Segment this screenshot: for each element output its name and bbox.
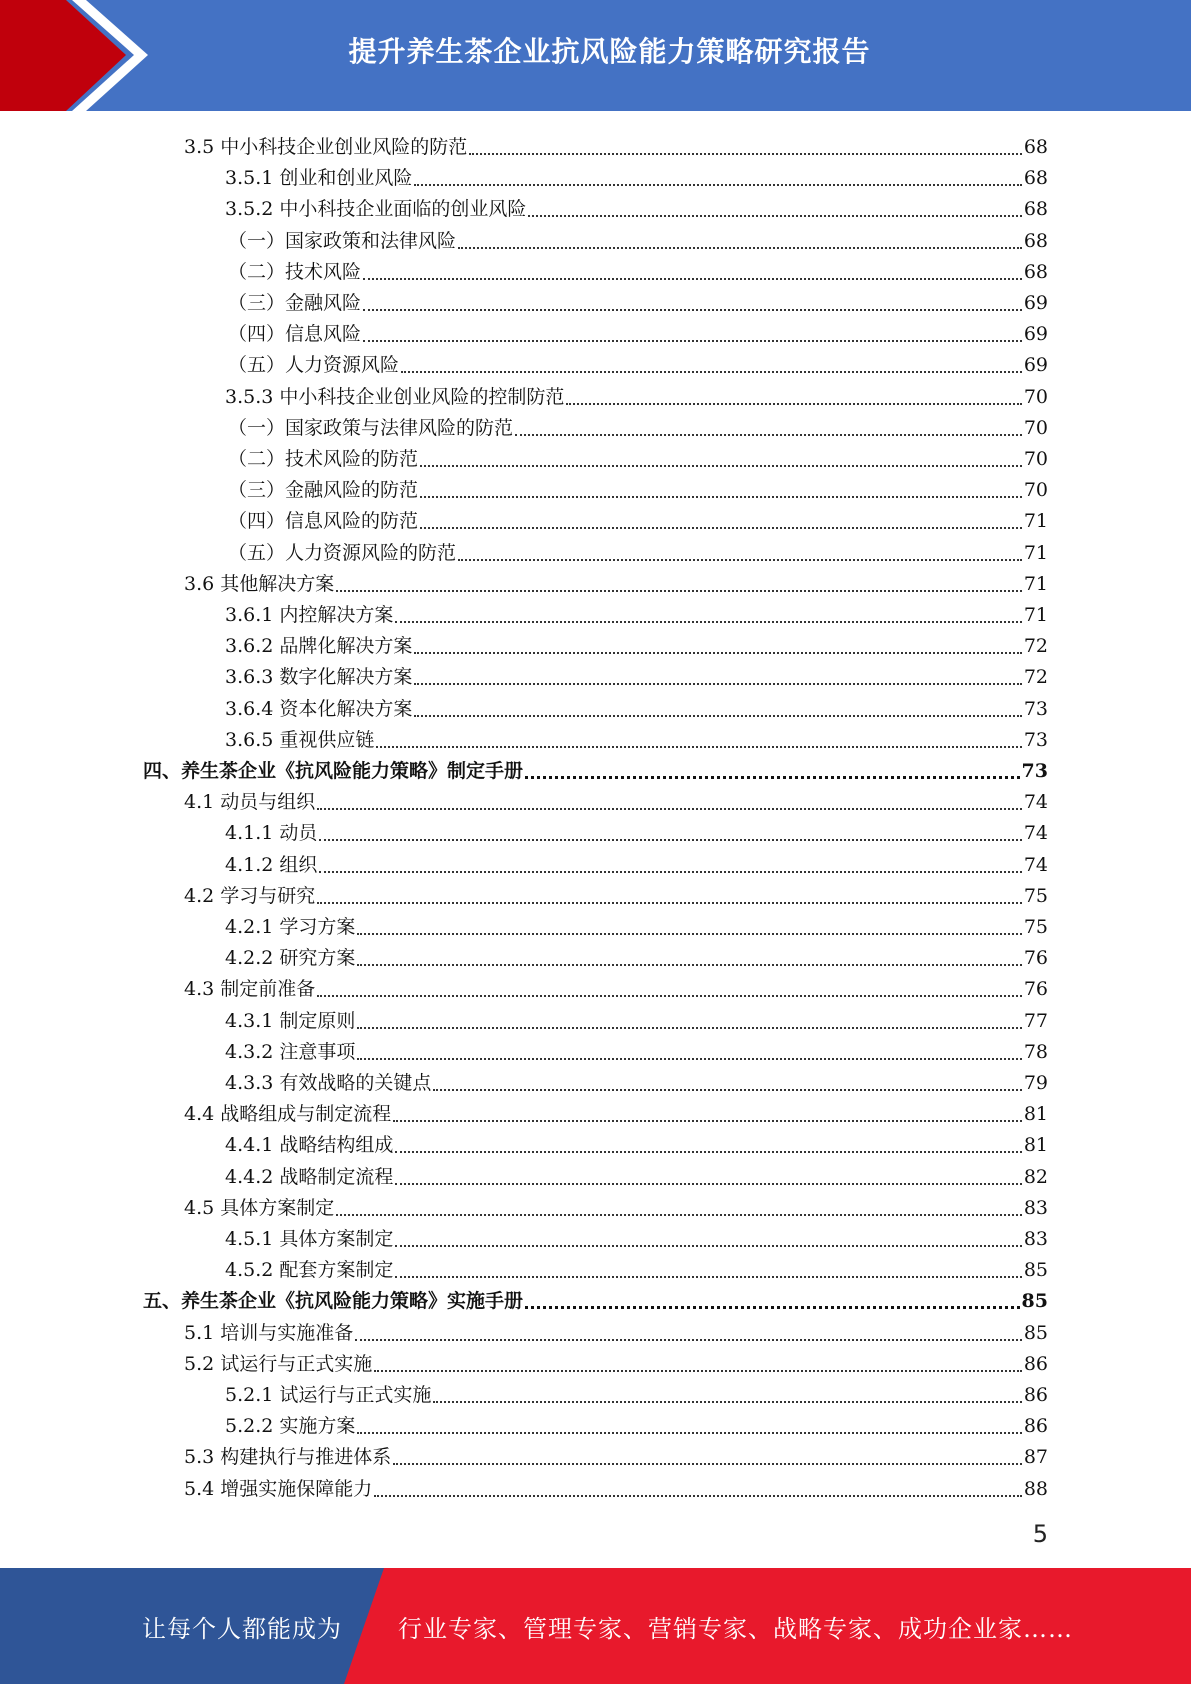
toc-entry-title: 4.5.1 具体方案制定 bbox=[225, 1228, 394, 1250]
toc-entry[interactable] bbox=[184, 970, 1048, 1001]
toc-entry-title: （二）技术风险的防范 bbox=[228, 448, 419, 470]
toc-entry[interactable] bbox=[143, 1282, 1048, 1313]
toc-entry-title: （五）人力资源风险 bbox=[228, 354, 400, 377]
toc-entry-title: 4.2.2 研究方案 bbox=[225, 947, 356, 970]
toc-entry-title: 5.1 培训与实施准备 bbox=[184, 1321, 354, 1344]
toc-entry-title: 3.6.2 品牌化解决方案 bbox=[225, 635, 413, 658]
toc-leader-dots bbox=[469, 135, 1022, 159]
toc-leader-dots bbox=[395, 603, 1021, 627]
toc-leader-dots bbox=[420, 447, 1022, 471]
toc-leader-dots bbox=[376, 728, 1021, 752]
toc-leader-dots bbox=[393, 1445, 1022, 1469]
toc-entry-page: 73 bbox=[1023, 728, 1048, 751]
toc-leader-dots bbox=[395, 1258, 1021, 1282]
toc-leader-dots bbox=[433, 1071, 1021, 1095]
toc-leader-dots bbox=[420, 478, 1022, 502]
toc-entry-title: 5.2.1 试运行与正式实施 bbox=[225, 1384, 432, 1406]
toc-entry[interactable] bbox=[228, 471, 1048, 502]
toc-leader-dots bbox=[357, 915, 1021, 939]
toc-entry-title: （一）国家政策与法律风险的防范 bbox=[228, 416, 514, 439]
toc-entry-page: 75 bbox=[1023, 884, 1048, 907]
toc-entry[interactable] bbox=[225, 1251, 1048, 1282]
toc-leader-dots bbox=[566, 385, 1021, 409]
toc-entry-page: 74 bbox=[1023, 791, 1048, 814]
toc-entry[interactable] bbox=[143, 752, 1048, 783]
toc-entry-title: 4.3.3 有效战略的关键点 bbox=[225, 1072, 432, 1094]
toc-leader-dots bbox=[363, 260, 1022, 284]
toc-entry[interactable] bbox=[225, 846, 1048, 877]
toc-entry-title: 3.5 中小科技企业创业风险的防范 bbox=[184, 136, 468, 158]
toc-entry-title: 4.4 战略组成与制定流程 bbox=[184, 1103, 392, 1126]
toc-entry[interactable] bbox=[184, 877, 1048, 908]
toc-leader-dots bbox=[357, 946, 1021, 970]
toc-entry-title: 4.2.1 学习方案 bbox=[225, 916, 356, 938]
toc-entry[interactable] bbox=[228, 222, 1048, 253]
toc-entry[interactable] bbox=[228, 502, 1048, 533]
toc-leader-dots bbox=[319, 853, 1021, 877]
toc-entry-page: 69 bbox=[1023, 323, 1048, 346]
toc-entry-page: 79 bbox=[1023, 1072, 1048, 1094]
toc-entry[interactable] bbox=[228, 534, 1048, 565]
toc-entry-page: 69 bbox=[1023, 354, 1048, 377]
toc-entry-title: （四）信息风险的防范 bbox=[228, 510, 419, 533]
toc-entry-title: 3.5.2 中小科技企业面临的创业风险 bbox=[225, 198, 527, 221]
toc-entry-page: 71 bbox=[1023, 510, 1048, 533]
toc-entry-title: （二）技术风险 bbox=[228, 260, 362, 283]
toc-entry[interactable] bbox=[184, 1470, 1048, 1501]
toc-entry[interactable] bbox=[225, 1002, 1048, 1033]
toc-leader-dots bbox=[317, 884, 1022, 908]
toc-leader-dots bbox=[317, 977, 1022, 1001]
toc-entry-page: 70 bbox=[1023, 416, 1048, 439]
toc-entry[interactable] bbox=[225, 1126, 1048, 1157]
page-number: 5 bbox=[1032, 1520, 1048, 1548]
toc-entry-title: 5.4 增强实施保障能力 bbox=[184, 1477, 373, 1500]
toc-entry-title: 4.5.2 配套方案制定 bbox=[225, 1259, 394, 1282]
toc-leader-dots bbox=[420, 509, 1022, 533]
toc-leader-dots bbox=[317, 790, 1022, 814]
toc-entry-page: 87 bbox=[1023, 1446, 1048, 1469]
toc-entry-page: 68 bbox=[1023, 167, 1048, 190]
toc-entry-title: 四、养生茶企业《抗风险能力策略》制定手册 bbox=[143, 760, 524, 782]
toc-entry-page: 78 bbox=[1023, 1040, 1048, 1063]
toc-leader-dots bbox=[393, 1102, 1022, 1126]
toc-entry[interactable] bbox=[228, 346, 1048, 377]
page-header bbox=[0, 0, 1191, 111]
toc-entry[interactable] bbox=[225, 1407, 1048, 1438]
toc-entry-page: 72 bbox=[1023, 666, 1048, 689]
footer-slogan-left: 让每个人都能成为 bbox=[142, 1614, 342, 1643]
toc-entry-title: 4.1 动员与组织 bbox=[184, 791, 316, 814]
toc-entry-page: 71 bbox=[1023, 572, 1048, 595]
toc-leader-dots bbox=[336, 1196, 1022, 1220]
toc-entry-title: 4.2 学习与研究 bbox=[184, 884, 316, 907]
toc-entry-title: 4.4.1 战略结构组成 bbox=[225, 1134, 394, 1157]
footer-slogan-right: 行业专家、管理专家、营销专家、战略专家、成功企业家…… bbox=[398, 1614, 1073, 1643]
toc-leader-dots bbox=[525, 1289, 1020, 1313]
toc-entry[interactable] bbox=[225, 1220, 1048, 1251]
toc-entry[interactable] bbox=[184, 128, 1048, 159]
toc-entry[interactable] bbox=[225, 939, 1048, 970]
toc-entry-page: 70 bbox=[1023, 479, 1048, 502]
toc-entry-title: 3.6.5 重视供应链 bbox=[225, 728, 375, 751]
toc-entry[interactable] bbox=[225, 1376, 1048, 1407]
toc-entry-page: 81 bbox=[1023, 1134, 1048, 1157]
toc-leader-dots bbox=[357, 1009, 1021, 1033]
toc-leader-dots bbox=[515, 416, 1022, 440]
toc-entry-page: 71 bbox=[1023, 541, 1048, 564]
toc-entry[interactable] bbox=[225, 814, 1048, 845]
toc-entry-title: 4.3.1 制定原则 bbox=[225, 1009, 356, 1032]
toc-entry-page: 81 bbox=[1023, 1103, 1048, 1126]
toc-leader-dots bbox=[458, 229, 1022, 253]
toc-entry[interactable] bbox=[225, 190, 1048, 221]
toc-entry[interactable] bbox=[225, 159, 1048, 190]
toc-entry-page: 70 bbox=[1023, 448, 1048, 470]
toc-entry-title: 4.5 具体方案制定 bbox=[184, 1196, 335, 1219]
toc-leader-dots bbox=[355, 1321, 1022, 1345]
toc-entry-title: （四）信息风险 bbox=[228, 323, 362, 346]
toc-entry-page: 68 bbox=[1023, 260, 1048, 283]
toc-entry-page: 73 bbox=[1021, 760, 1048, 782]
toc-entry[interactable] bbox=[184, 1314, 1048, 1345]
toc-entry-page: 68 bbox=[1023, 198, 1048, 221]
toc-entry-page: 69 bbox=[1023, 292, 1048, 314]
toc-leader-dots bbox=[374, 1477, 1022, 1501]
toc-entry[interactable] bbox=[225, 658, 1048, 689]
toc-entry-title: 3.6.4 资本化解决方案 bbox=[225, 697, 413, 720]
toc-leader-dots bbox=[374, 1352, 1022, 1376]
toc-leader-dots bbox=[357, 1040, 1021, 1064]
toc-entry-page: 76 bbox=[1023, 978, 1048, 1001]
toc-entry[interactable] bbox=[228, 440, 1048, 471]
toc-entry[interactable] bbox=[184, 1189, 1048, 1220]
toc-leader-dots bbox=[336, 572, 1022, 596]
toc-entry[interactable] bbox=[184, 1438, 1048, 1469]
toc-entry[interactable] bbox=[184, 1345, 1048, 1376]
toc-entry-page: 72 bbox=[1023, 635, 1048, 658]
toc-entry-title: 4.4.2 战略制定流程 bbox=[225, 1165, 394, 1188]
toc-leader-dots bbox=[401, 353, 1022, 377]
toc-entry[interactable] bbox=[228, 409, 1048, 440]
toc-entry-title: 3.6 其他解决方案 bbox=[184, 572, 335, 595]
toc-entry-title: 3.5.1 创业和创业风险 bbox=[225, 167, 413, 190]
toc-entry-page: 88 bbox=[1023, 1477, 1048, 1500]
toc-entry-page: 83 bbox=[1023, 1196, 1048, 1219]
report-title: 提升养生茶企业抗风险能力策略研究报告 bbox=[348, 35, 871, 68]
toc-entry-title: 五、养生茶企业《抗风险能力策略》实施手册 bbox=[143, 1290, 524, 1313]
toc-entry[interactable] bbox=[228, 284, 1048, 315]
toc-entry-title: （一）国家政策和法律风险 bbox=[228, 229, 457, 252]
toc-entry-page: 74 bbox=[1023, 822, 1048, 845]
toc-entry-page: 70 bbox=[1023, 385, 1048, 408]
toc-entry[interactable] bbox=[225, 1064, 1048, 1095]
toc-entry-title: 4.3 制定前准备 bbox=[184, 978, 316, 1001]
toc-entry[interactable] bbox=[228, 253, 1048, 284]
toc-entry-page: 86 bbox=[1023, 1352, 1048, 1375]
toc-entry[interactable] bbox=[184, 565, 1048, 596]
toc-entry-page: 74 bbox=[1023, 853, 1048, 876]
toc-entry[interactable] bbox=[225, 596, 1048, 627]
toc-entry-page: 85 bbox=[1023, 1259, 1048, 1282]
toc-entry-page: 68 bbox=[1023, 136, 1048, 158]
toc-entry-page: 85 bbox=[1021, 1290, 1048, 1313]
toc-entry[interactable] bbox=[225, 721, 1048, 752]
toc-entry-title: 4.3.2 注意事项 bbox=[225, 1040, 356, 1063]
toc-entry[interactable] bbox=[225, 627, 1048, 658]
toc-leader-dots bbox=[363, 291, 1022, 315]
toc-leader-dots bbox=[414, 697, 1021, 721]
toc-entry-title: 5.3 构建执行与推进体系 bbox=[184, 1446, 392, 1469]
toc-entry-page: 83 bbox=[1023, 1228, 1048, 1250]
toc-entry-title: 4.1.2 组织 bbox=[225, 853, 318, 876]
toc-leader-dots bbox=[433, 1383, 1021, 1407]
toc-entry-title: 5.2 试运行与正式实施 bbox=[184, 1352, 373, 1375]
toc-leader-dots bbox=[395, 1227, 1021, 1251]
toc-entry-page: 86 bbox=[1023, 1415, 1048, 1438]
page-footer bbox=[0, 1568, 1191, 1684]
toc-entry[interactable] bbox=[225, 690, 1048, 721]
toc-entry-page: 68 bbox=[1023, 229, 1048, 252]
toc-entry-page: 76 bbox=[1023, 947, 1048, 970]
toc-entry-page: 86 bbox=[1023, 1384, 1048, 1406]
toc-entry-title: 5.2.2 实施方案 bbox=[225, 1415, 356, 1438]
toc-leader-dots bbox=[319, 821, 1021, 845]
toc-leader-dots bbox=[414, 166, 1021, 190]
toc-leader-dots bbox=[414, 634, 1021, 658]
toc-leader-dots bbox=[528, 197, 1021, 221]
toc-leader-dots bbox=[458, 541, 1022, 565]
toc-entry-title: 3.5.3 中小科技企业创业风险的控制防范 bbox=[225, 385, 565, 408]
toc-entry[interactable] bbox=[225, 1033, 1048, 1064]
toc-entry[interactable] bbox=[228, 315, 1048, 346]
toc-leader-dots bbox=[357, 1414, 1021, 1438]
toc-leader-dots bbox=[363, 322, 1022, 346]
toc-entry[interactable] bbox=[225, 908, 1048, 939]
toc-entry-title: 4.1.1 动员 bbox=[225, 822, 318, 845]
toc-entry-page: 82 bbox=[1023, 1165, 1048, 1188]
toc-entry-page: 85 bbox=[1023, 1321, 1048, 1344]
toc-entry[interactable] bbox=[184, 1095, 1048, 1126]
toc-leader-dots bbox=[395, 1133, 1021, 1157]
toc-entry[interactable] bbox=[225, 378, 1048, 409]
toc-entry-title: 3.6.1 内控解决方案 bbox=[225, 604, 394, 626]
toc-entry-page: 75 bbox=[1023, 916, 1048, 938]
toc-entry[interactable] bbox=[184, 783, 1048, 814]
toc-entry-page: 77 bbox=[1023, 1009, 1048, 1032]
toc-entry-title: 3.6.3 数字化解决方案 bbox=[225, 666, 413, 689]
toc-leader-dots bbox=[395, 1165, 1021, 1189]
toc-leader-dots bbox=[525, 759, 1020, 783]
toc-entry-title: （三）金融风险的防范 bbox=[228, 479, 419, 502]
toc-entry-title: （五）人力资源风险的防范 bbox=[228, 541, 457, 564]
toc-leader-dots bbox=[414, 665, 1021, 689]
toc-entry-page: 73 bbox=[1023, 697, 1048, 720]
toc-entry[interactable] bbox=[225, 1158, 1048, 1189]
toc-entry-title: （三）金融风险 bbox=[228, 292, 362, 314]
toc-entry-page: 71 bbox=[1023, 604, 1048, 626]
